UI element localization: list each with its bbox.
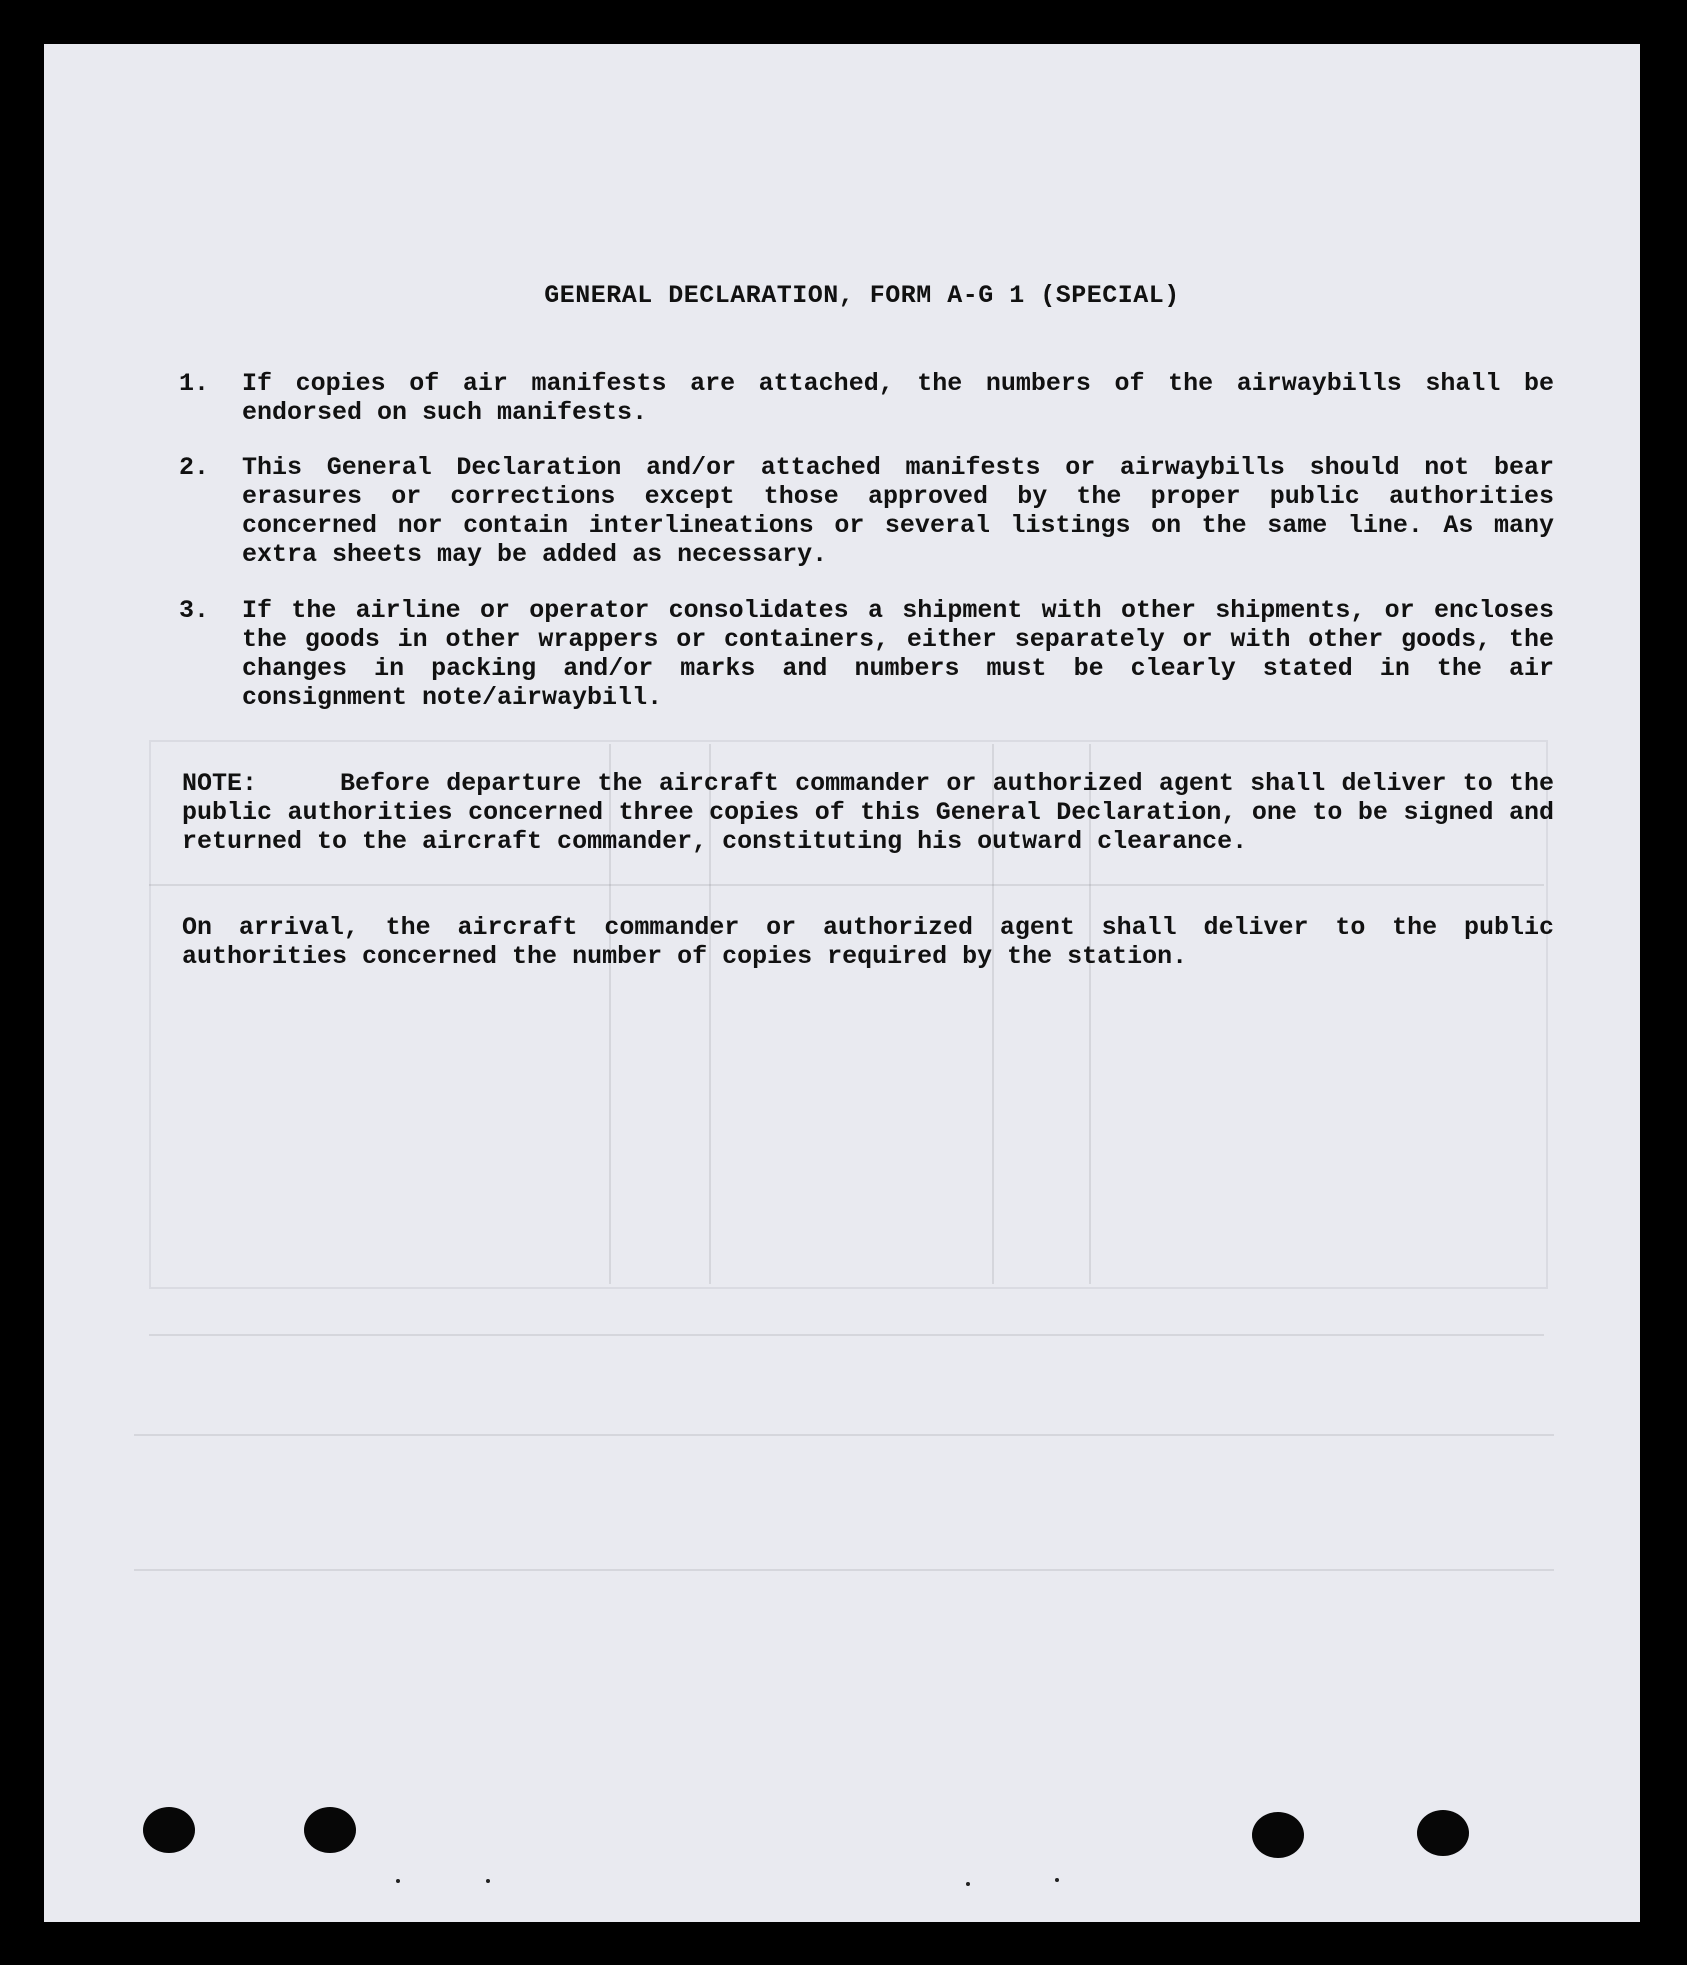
document-page	[44, 44, 1640, 1922]
speck	[966, 1882, 970, 1886]
page-title: GENERAL DECLARATION, FORM A-G 1 (SPECIAL)	[544, 281, 1180, 310]
bleed-through-line	[134, 1434, 1554, 1436]
item-text: This General Declaration and/or attached manifests or airwaybills should not bear erasures or corrections except those approved by the proper public authorities concerned nor contain interlineations or several listings on the same line. As many extra sheets may be added as necessary.	[242, 453, 1554, 569]
item-text: If the airline or operator consolidates a shipment with other shipments, or encloses the goods in other wrappers or containers, either separately or with other goods, the changes in packing and/or marks and numbers must be clearly stated in the air consignment note/airwaybill.	[242, 596, 1554, 712]
list-item	[179, 369, 1554, 427]
bleed-through-line	[149, 1334, 1544, 1336]
speck	[486, 1879, 490, 1883]
bleed-through-line	[149, 884, 1544, 886]
item-text: If copies of air manifests are attached, the numbers of the airwaybills shall be endorsed on such manifests.	[242, 369, 1554, 427]
punch-hole	[1417, 1810, 1469, 1856]
item-number: 2.	[179, 453, 210, 482]
item-number: 1.	[179, 369, 210, 398]
punch-hole	[1252, 1812, 1304, 1858]
note-label: NOTE:	[182, 769, 258, 798]
item-number: 3.	[179, 596, 210, 625]
arrival-paragraph: On arrival, the aircraft commander or authorized agent shall deliver to the public authorities concerned the number of copies required by the station.	[182, 913, 1554, 971]
note-paragraph	[182, 769, 1554, 856]
punch-hole	[304, 1807, 356, 1853]
punch-hole	[143, 1807, 195, 1853]
bleed-through-line	[134, 1569, 1554, 1571]
note-text: Before departure the aircraft commander or authorized agent shall deliver to the public authorities concerned three copies of this General Declaration, one to be signed and returned to the aircraft commander, constituting his outward clearance.	[182, 769, 1554, 856]
list-item	[179, 453, 1554, 569]
speck	[396, 1879, 400, 1883]
speck	[1055, 1878, 1059, 1882]
list-item	[179, 596, 1554, 712]
